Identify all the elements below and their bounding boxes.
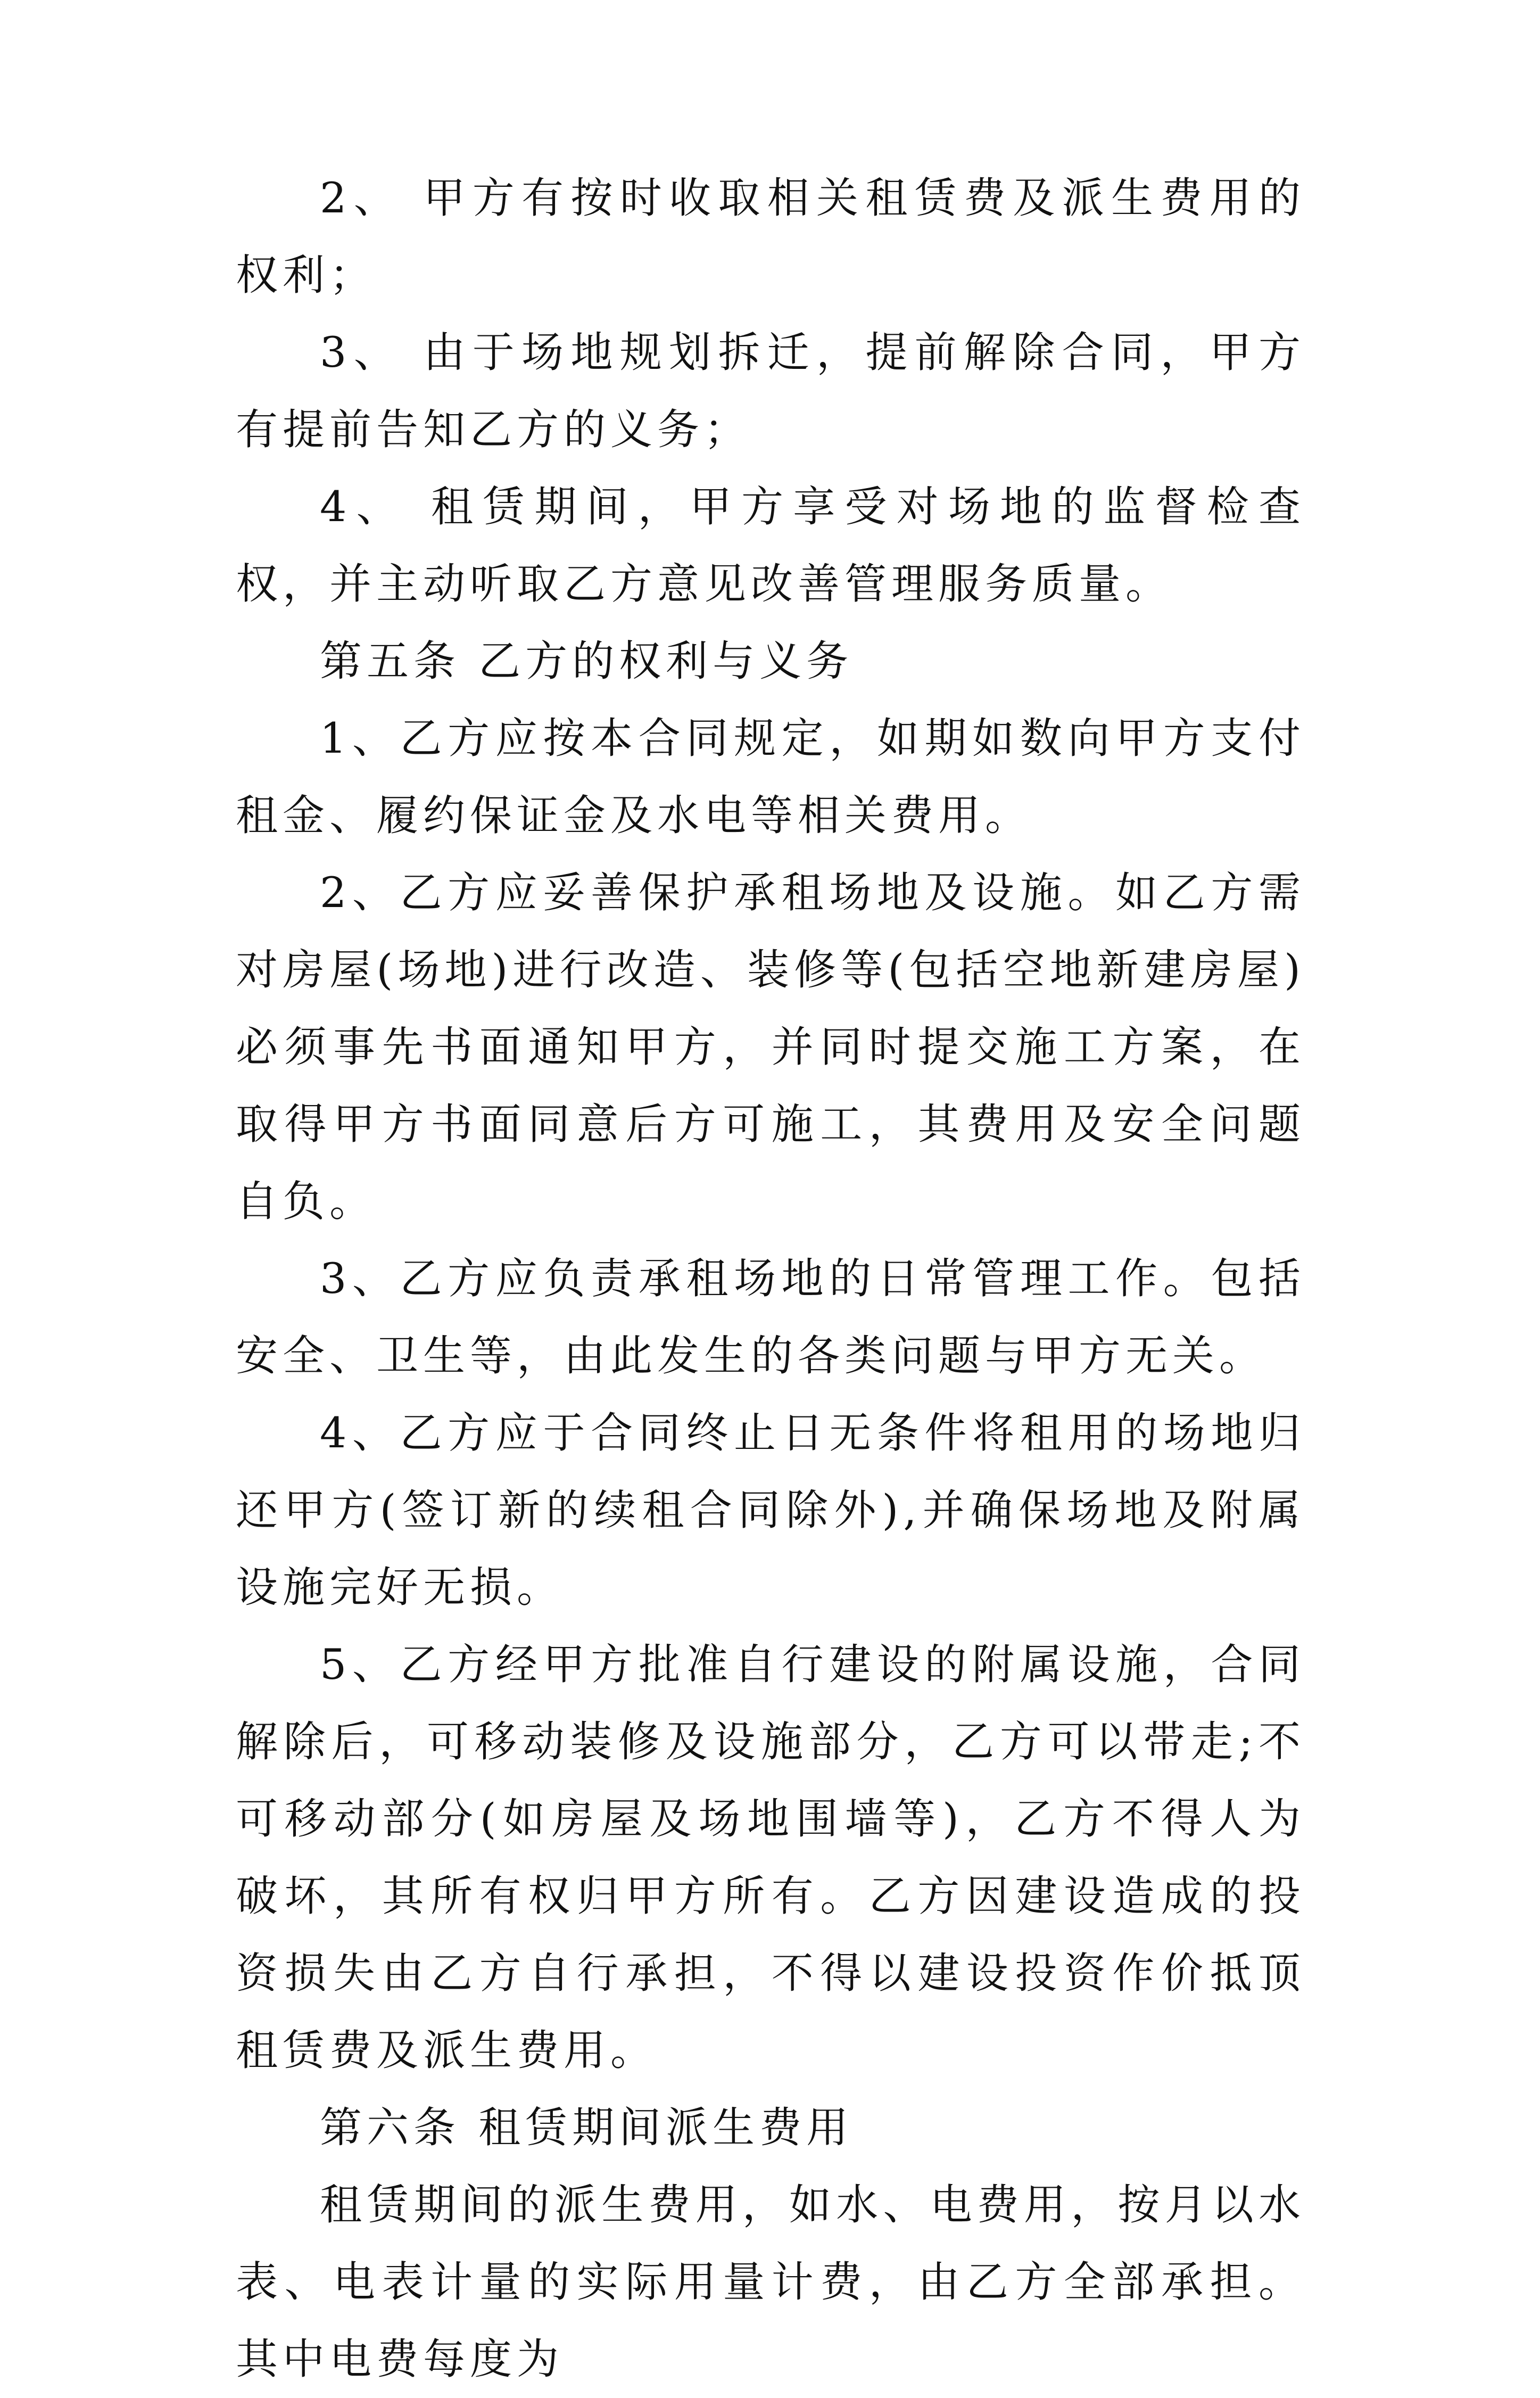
clause-5-item-3: 3、乙方应负责承租场地的日常管理工作。包括安全、卫生等，由此发生的各类问题与甲方无关。 <box>236 1254 1305 1380</box>
clause-5-heading: 第五条 乙方的权利与义务 <box>320 637 854 686</box>
clause-4-item-2: 2、 甲方有按时收取相关租赁费及派生费用的权利； <box>236 174 1305 300</box>
clause-5-item-2: 2、乙方应妥善保护承租场地及设施。如乙方需对房屋(场地)进行改造、装修等(包括空地新建房屋)必须事先书面通知甲方，并同时提交施工方案，在取得甲方书面同意后方可施工，其费用及安全问题自负。 <box>236 868 1305 1226</box>
clause-4-item-3: 3、 由于场地规划拆迁，提前解除合同，甲方有提前告知乙方的义务； <box>236 328 1305 454</box>
clause-5-item-1: 1、乙方应按本合同规定，如期如数向甲方支付租金、履约保证金及水电等相关费用。 <box>236 714 1305 840</box>
clause-4-item-4: 4、 租赁期间，甲方享受对场地的监督检查权，并主动听取乙方意见改善管理服务质量。 <box>236 482 1305 608</box>
clause-6-heading: 第六条 租赁期间派生费用 <box>320 2103 854 2152</box>
clause-5-item-5: 5、乙方经甲方批准自行建设的附属设施，合同解除后，可移动装修及设施部分，乙方可以带走;不可移动部分(如房屋及场地围墙等)，乙方不得人为破坏，其所有权归甲方所有。乙方因建设造成的投资损失由乙方自行承担，不得以建设投资作价抵顶租赁费及派生费用。 <box>236 1640 1305 2075</box>
document-body <box>236 160 1305 2398</box>
clause-5-item-4: 4、乙方应于合同终止日无条件将租用的场地归还甲方(签订新的续租合同除外),并确保场地及附属设施完好无损。 <box>236 1408 1305 1612</box>
clause-6-body: 租赁期间的派生费用，如水、电费用，按月以水表、电表计量的实际用量计费，由乙方全部承担。其中电费每度为 <box>236 2180 1305 2384</box>
